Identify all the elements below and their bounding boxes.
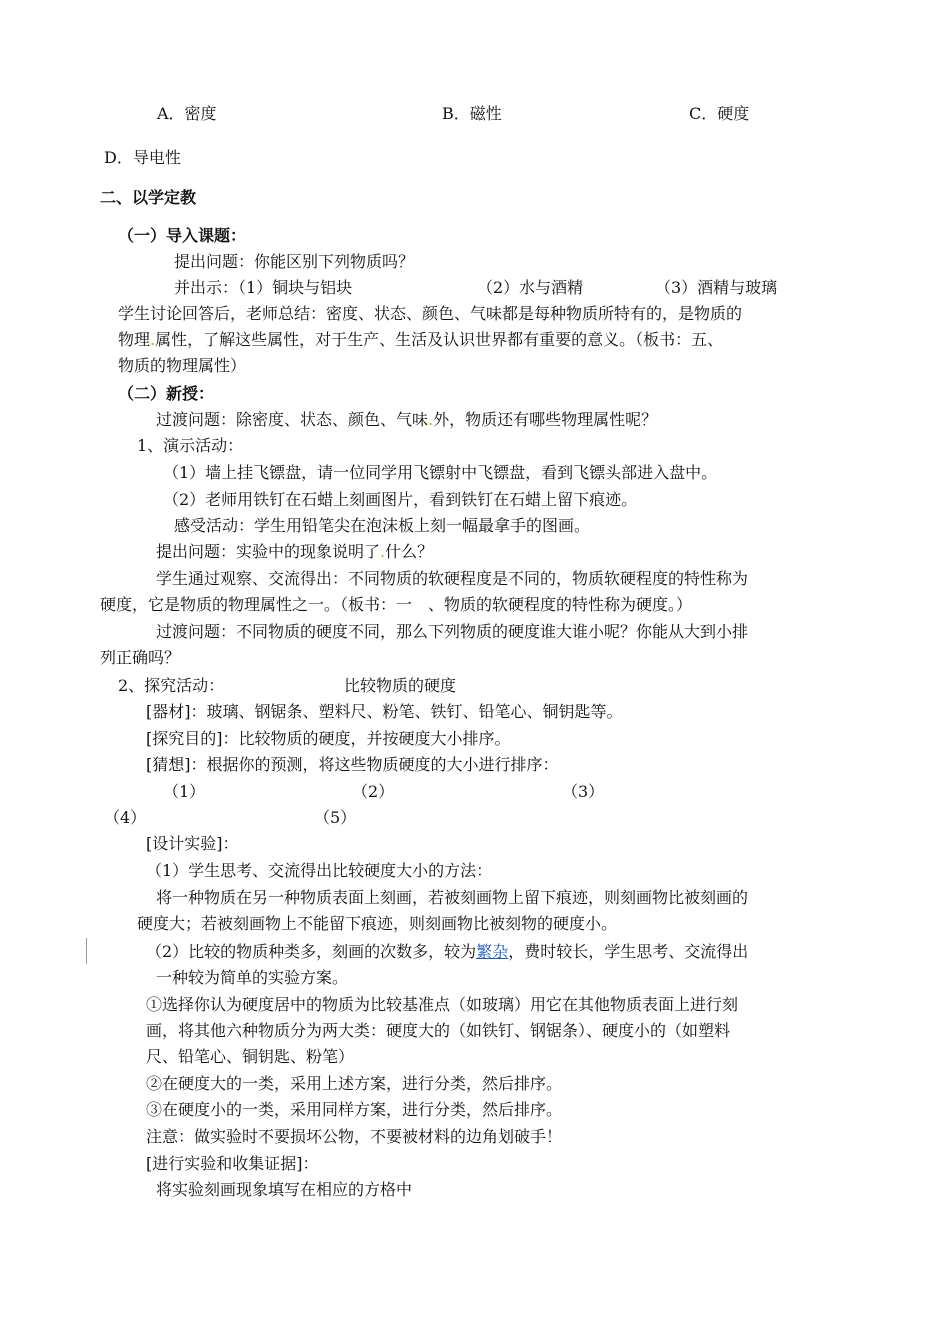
paragraph-line: 学生通过观察、交流得出：不同物质的软硬程度是不同的，物质软硬程度的特性称为 (156, 569, 749, 588)
option-d: D．导电性 (104, 148, 181, 167)
paragraph-line: 尺、铅笔心、铜钥匙、粉笔） (146, 1047, 355, 1066)
paragraph-line: 过渡问题：不同物质的硬度不同，那么下列物质的硬度谁大谁小呢？你能从大到小排 (156, 622, 749, 641)
paragraph-line: 将实验刻画现象填写在相应的方格中 (156, 1180, 413, 1199)
text-run: 属性，了解这些属性，对于生产、生活及认识世界都有重要的意义。（板书：五、 (155, 330, 724, 349)
paragraph-line: ①选择你认为硬度居中的物质为比较基准点（如玻璃）用它在其他物质表面上进行刻 (146, 995, 739, 1014)
paragraph-line: （1）墙上挂飞镖盘，请一位同学用飞镖射中飞镖盘，看到飞镖头部进入盘中。 (163, 463, 718, 482)
paragraph-line: （2）水与酒精 (477, 278, 584, 297)
paragraph-line: 提出问题：你能区别下列物质吗？ (174, 252, 415, 271)
paragraph-line: （2）老师用铁钉在石蜡上刻画图片，看到铁钉在石蜡上留下痕迹。 (163, 490, 638, 509)
paragraph-line: [猜想]：根据你的预测，将这些物质硬度的大小进行排序： (146, 755, 559, 774)
paragraph-line: 1、演示活动： (137, 436, 244, 455)
bullet-dot: . (380, 542, 386, 561)
guess-slot: （5） (314, 808, 357, 827)
paragraph-line: 2、探究活动： (118, 676, 225, 695)
revision-marker (86, 938, 87, 964)
guess-slot: （2） (352, 782, 395, 801)
paragraph-line: 感受活动：学生用铅笔尖在泡沫板上刻一幅最拿手的图画。 (174, 516, 591, 535)
paragraph-line: 一种较为简单的实验方案。 (156, 968, 349, 987)
section-heading: 二、以学定教 (100, 188, 197, 207)
option-b: B．磁性 (442, 104, 502, 123)
text-run: 什么？ (385, 542, 434, 561)
bullet-dot: . (150, 330, 156, 349)
text-run: 外，物质还有哪些物理属性呢？ (433, 410, 658, 429)
paragraph-line: ②在硬度大的一类，采用上述方案，进行分类，然后排序。 (146, 1074, 563, 1093)
paragraph-line (146, 942, 748, 962)
paragraph-line: [进行实验和收集证据]： (146, 1154, 319, 1173)
paragraph-line: 学生讨论回答后，老师总结：密度、状态、颜色、气味都是每种物质所特有的，是物质的 (118, 304, 743, 323)
paragraph-line (118, 330, 723, 350)
guess-slot: （1） (163, 782, 206, 801)
hyperlink[interactable]: 繁杂 (476, 942, 509, 961)
subsection-heading-new: （二）新授： (118, 384, 215, 403)
bullet-dot: . (428, 410, 434, 429)
paragraph-line: 硬度大；若被刻画物上不能留下痕迹，则刻画物比被刻物的硬度小。 (137, 914, 618, 933)
option-a: A．密度 (157, 104, 217, 123)
subsection-heading-intro: （一）导入课题： (118, 226, 247, 245)
paragraph-line: 将一种物质在另一种物质表面上刻画，若被刻画物上留下痕迹，则刻画物比被刻画的 (156, 888, 749, 907)
option-c: C．硬度 (689, 104, 750, 123)
paragraph-line: 物质的物理属性） (118, 356, 247, 375)
guess-slot: （3） (562, 782, 605, 801)
text-run: 提出问题：实验中的现象说明了 (156, 542, 381, 561)
paragraph-line: 硬度，它是物质的物理属性之一。（板书：一 、物质的软硬程度的特性称为硬度。） (100, 595, 693, 614)
paragraph-line: 并出示：（1）铜块与铝块 (174, 278, 353, 297)
paragraph-line: 画，将其他六种物质分为两大类：硬度大的（如铁钉、钢锯条）、硬度小的（如塑料 (146, 1021, 731, 1040)
paragraph-line: ③在硬度小的一类，采用同样方案，进行分类，然后排序。 (146, 1100, 563, 1119)
paragraph-line: [探究目的]：比较物质的硬度，并按硬度大小排序。 (146, 729, 511, 748)
text-run: （2）比较的物质种类多，刻画的次数多，较为 (146, 942, 477, 961)
paragraph-line: 比较物质的硬度 (344, 676, 457, 695)
paragraph-line: （3）酒精与玻璃 (655, 278, 778, 297)
guess-slot: （4） (104, 808, 147, 827)
paragraph-line: [器材]：玻璃、钢锯条、塑料尺、粉笔、铁钉、铅笔心、铜钥匙等。 (146, 702, 623, 721)
text-run: 物理 (118, 330, 151, 349)
paragraph-line: [设计实验]： (146, 834, 239, 853)
paragraph-line: 注意：做实验时不要损坏公物，不要被材料的边角划破手！ (146, 1127, 563, 1146)
text-run: ，费时较长，学生思考、交流得出 (508, 942, 749, 961)
text-run: 过渡问题：除密度、状态、颜色、气味 (156, 410, 429, 429)
paragraph-line (156, 410, 657, 430)
paragraph-line (156, 542, 433, 562)
paragraph-line: 列正确吗？ (100, 648, 181, 667)
paragraph-line: （1）学生思考、交流得出比较硬度大小的方法： (146, 861, 493, 880)
